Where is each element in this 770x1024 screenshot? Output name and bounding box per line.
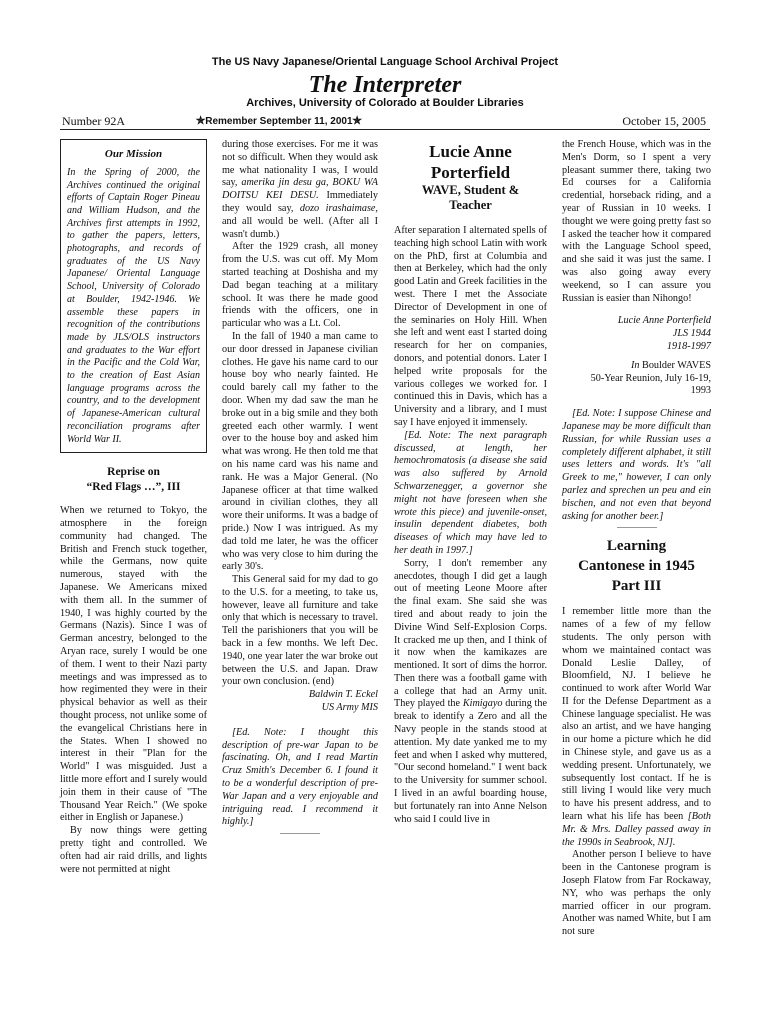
- mission-text: In the Spring of 2000, the Archives continued the original efforts of Captain Roger Pineau and William Hudson, and the Archives first attempts in 1992, to gather the papers, letters, photographs, and records of graduates of the US Navy Japanese/ Oriental Language School, University of Colorado at Boulder, 1942-1946. We assemble these papers in recognition of the contributions made by JLS/OLS instructors and graduates to the War effort in the Pacific and the Cold War, to the creation of East Asian language programs across the country, and to the development of Japanese-American cultural reconciliation programs after World War II.: [67, 166, 200, 445]
- lucie-title-line1: Lucie Anne: [429, 142, 512, 161]
- reprise-title: [60, 465, 207, 495]
- lucie-subtitle: WAVE, Student & Teacher: [421, 183, 520, 212]
- reprise-paragraph: during those exercises. For me it was not so difficult. When they would ask me what nationality I was, I would say, amerika jin desu ga, BOKU WA DOITSU KEI DESU. Immediately they would say, dozo irashaimase, and all would be well. (After all I wasn't dumb.): [222, 139, 378, 240]
- reprise-title-line2: “Red Flags …”, III: [86, 481, 181, 494]
- reprise-paragraph: This General said for my dad to go to the U.S. for a meeting, to take us, however, leave all furniture and take only that which is necessary to travel. Tell the parishioners that you will be back in a few months. We left Dec. 1940, one year later the war broke out between the U.S. and Japan. Draw your own conclusion. (end): [222, 574, 378, 688]
- issue-number: Number 92A: [62, 114, 125, 128]
- mission-title: Our Mission: [104, 148, 163, 160]
- lucie-title: [394, 141, 547, 183]
- archives-line: Archives, University of Colorado at Boulder Libraries: [246, 97, 524, 109]
- column-3: [394, 139, 547, 826]
- lucie-editor-note: [Ed. Note: The next paragraph discussed, at length, her hemochromatosis (a disease she said was also suffered by Arnold Schwarzenegger, a governor she might not have foreseen when she wrote this piece) and juvenile-onset, insulin dependent diabetes, both diseases of which may have led to her death in 1997.]: [394, 429, 547, 556]
- lucie-paragraph: Sorry, I don't remember any anecdotes, though I did get a laugh out of meeting Leone Moore after the final exam. She said she was tired and about ready to join the Divine Wind Self-Explosion Corps. It cracked me up then, and I think of it now when the kamikazes are mentioned. It sort of dims the horror. Then there was a football game with a college that had an Army unit. They played the Kimigayo during the break to identify a Zero and all the Navy people in the stands stood at attention. My date yanked me to my feet and when I asked why muttered, "Our second homeland." I went back to the University for summer school. I lived in an awful boarding house, but fortunately ran into Anne Nelson who said I could live in: [394, 557, 547, 825]
- lucie-signature-name: Lucie Anne Porterfield: [617, 315, 711, 327]
- project-name: The US Navy Japanese/Oriental Language School Archival Project: [211, 56, 559, 68]
- reprise-signature-affiliation: US Army MIS: [321, 702, 378, 714]
- cantonese-title: Learning Cantonese in 1945 Part III: [578, 538, 695, 595]
- remember-text: Remember September 11, 2001: [205, 116, 353, 127]
- column-2: [222, 139, 378, 834]
- lucie-signature-years: 1918-1997: [666, 340, 711, 352]
- column-4: [562, 139, 711, 939]
- lucie-reunion: 50-Year Reunion, July 16-19, 1993: [590, 372, 711, 397]
- lucie-source: In Boulder WAVES: [630, 359, 711, 371]
- star-icon: ✯: [196, 115, 206, 127]
- divider: [280, 833, 320, 834]
- lucie-title-line2: Porterfield: [430, 163, 511, 182]
- header-divider: [60, 129, 710, 130]
- newsletter-title: The Interpreter: [308, 72, 462, 98]
- cantonese-paragraph: Another person I believe to have been in the Cantonese program is Joseph Flatow from Far Rockaway, NY, who was perhaps the only married officer in our program. Another was named White, but I am not sure: [562, 849, 711, 938]
- reprise-paragraph: By now things were getting pretty tight and controlled. We often had air raid drills, and lights were not permitted at night: [60, 825, 207, 875]
- reprise-paragraph: After the 1929 crash, all money from the U.S. was cut off. My Mom started teaching at Doshisha and my Dad began teaching at a military school. It was there he made good friends with the officers, one in particular who was a Lt. Col.: [222, 241, 378, 330]
- star-icon: ✯: [352, 115, 362, 127]
- column-1: [60, 139, 207, 876]
- reprise-paragraph: In the fall of 1940 a man came to our door dressed in Japanese civilian clothes. He gave his name card to our house boy who nearly fainted. He could barely call my father to the door. When my dad saw the man he broke out in a big smile and they both greeted each other warmly. I went over to the house boy and asked him what was wrong. He then told me that on his name card was his name and rank. He was a Major General. (No Japanese officer at that time walked around in civilian clothes, they all wore their uniforms. It was a badge of pride.) Now I was intrigued. As my dad told me later, he was the officer who was very close to him during the early 30's.: [222, 330, 378, 573]
- cantonese-paragraph: I remember little more than the names of a few of my fellow students. The only person with whom we maintained contact was Donald Leslie Dalley, of Bloomfield, NJ. I believe he continued to work after World War II for the Defense Department as a Chinese language specialist. He was also an artist, and we have hanging in our home a picture which he did in Chinese style, and gave us as a wedding present. Unfortunately, we subsequently lost contact. If he is still living I would like very much to have his present address, and to learn what his life has been [Both Mr. & Mrs. Dalley passed away in the 1990s in Seabrook, NJ].: [562, 606, 711, 848]
- reprise-signature-name: Baldwin T. Eckel: [308, 689, 378, 701]
- lucie-editor-note: [Ed. Note: I suppose Chinese and Japanese may be more difficult than Russian, for while Russian uses a completely different alphabet, it still uses letters and words. It's "all Greek to me," however, I can only parlez and sprechen un peu and ein bischen, and not even that beyond asking for another beer.]: [562, 408, 711, 522]
- lucie-paragraph: After separation I alternated spells of teaching high school Latin with work on the PhD, first at Columbia and then at Berkeley, which had the only good Latin and Greek facilities in the west. There I met the Associate Director of Development in one of the seminaries on Holy Hill. When she left and went east I started doing research for her on companies, donors, and potential donors. Later I helped write proposals for the various colleges we worked for. I continued this in Davis, which has a University and a library, and I must say I have enjoyed it immensely.: [394, 225, 547, 428]
- issue-date: October 15, 2005: [622, 114, 706, 128]
- remember-line: [196, 114, 362, 127]
- lucie-signature-jls: JLS 1944: [672, 328, 711, 340]
- reprise-paragraph: When we returned to Tokyo, the atmosphere in the foreign community had changed. The British and French stuck together, while the Germans, now quite numerous, stayed with the Japanese. We Americans mixed with them all. In the summer of 1940, I was highly courted by the Germans (Nazis). Since I was of German ancestry, belonged to the Aryan race, surely I would be one of them. I went to their Nazi party meetings and was impressed as to how regimented they were in their physical behavior as well as their thought process, not unlike some of the evangelical Christians here in the States. When I showed no interest in their "Plan for the World" I was misguided. Just a little more effort and I surely would join them in their cause of "The Thousand Year Reich." (We spoke either in English or Japanese.): [60, 505, 207, 824]
- reprise-editor-note: [Ed. Note: I thought this description of pre-war Japan to be fascinating. Oh, and I read Martin Cruz Smith's December 6. I found it to be a wonderful description of pre-War Japan and a very enjoyable and intriguing read. I recommend it highly.]: [222, 726, 378, 828]
- lucie-paragraph: the French House, which was in the Men's Dorm, so I spent a very pleasant summer there, taking two Ed courses for a California credential, horseback riding, and a year of Russian in 10 weeks. I thought we were going pretty fast so I asked the teacher how it compared with the Language School speed, and she said it was just the same. I was also going away every weekend, so I can assure you Russian is easier than Nihongo!: [562, 139, 711, 304]
- mission-box: [60, 139, 207, 453]
- divider: [617, 527, 657, 528]
- reprise-title-line1: Reprise on: [107, 466, 160, 479]
